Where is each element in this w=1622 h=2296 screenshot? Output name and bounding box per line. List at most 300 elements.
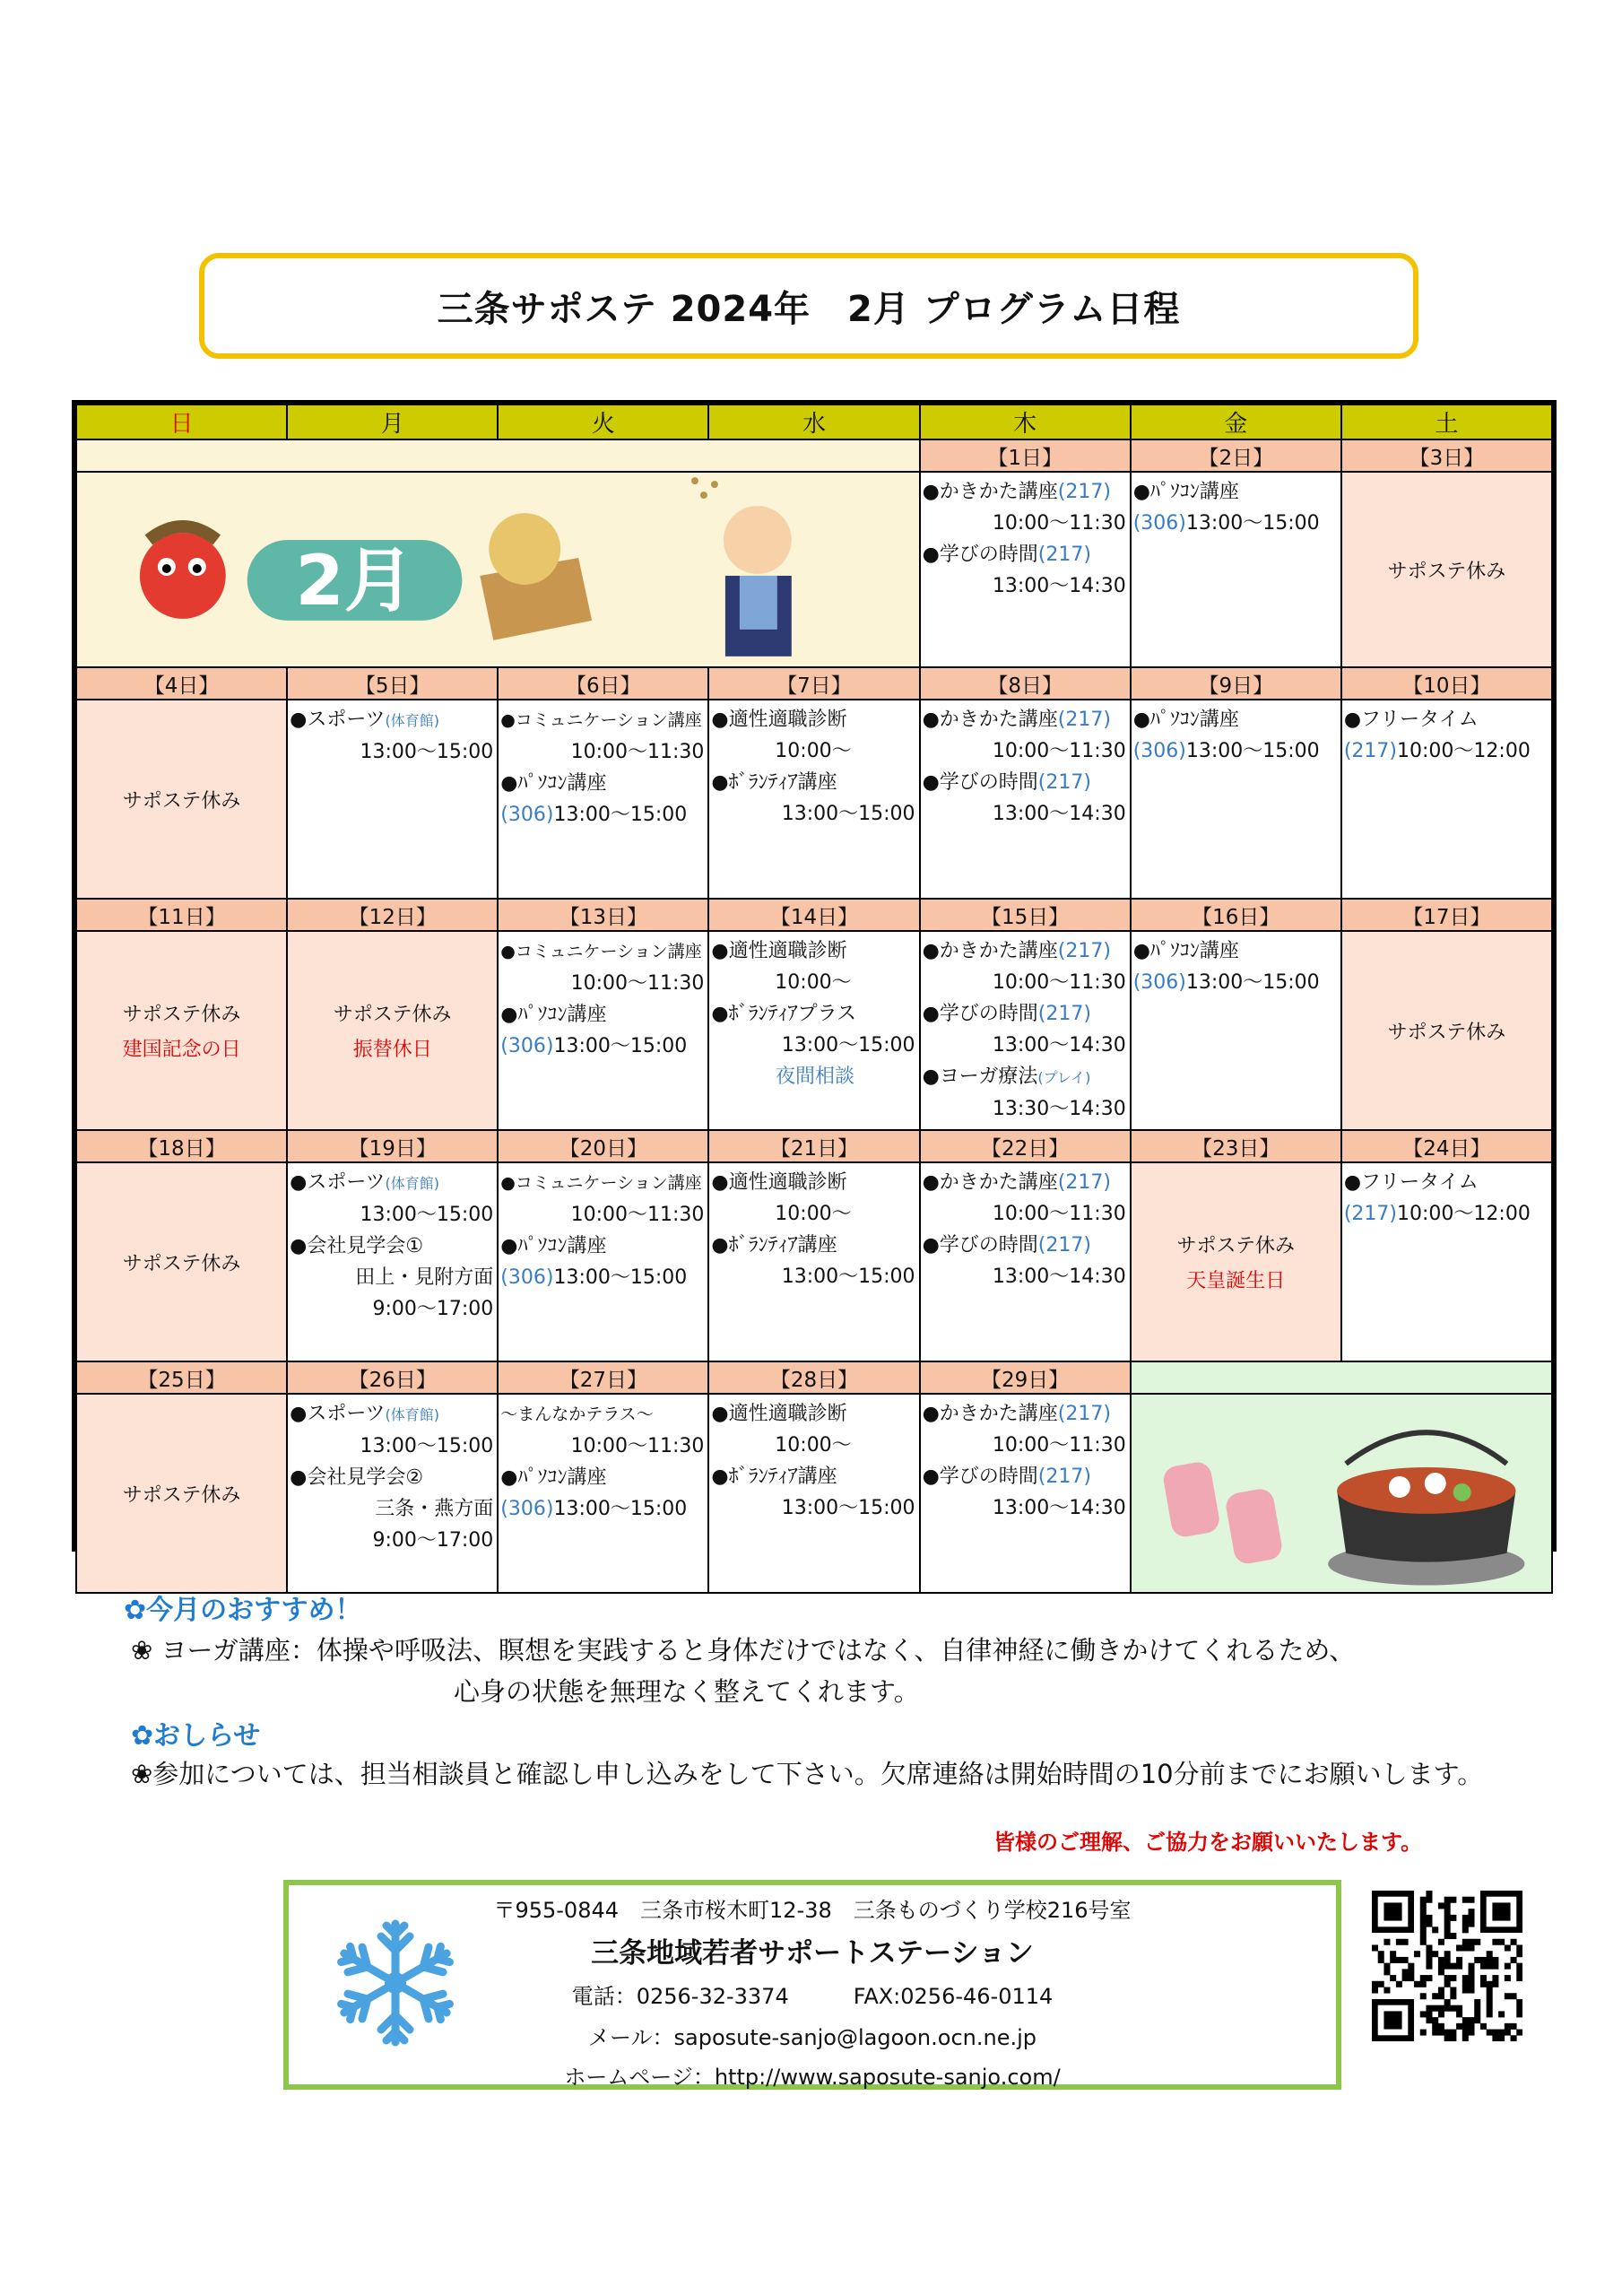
day-cell[interactable] — [920, 1394, 1131, 1593]
event-name: 10:00〜11:30 — [570, 1204, 705, 1226]
event-name: ●コミュニケーション講座 — [500, 942, 702, 961]
event-time — [711, 1198, 918, 1230]
room-number: (306) — [500, 1498, 554, 1520]
event-title — [923, 1398, 1130, 1430]
day-cell[interactable] — [287, 700, 498, 899]
event-name: ●かきかた講座 — [922, 1403, 1058, 1425]
event-name: ●ﾎﾞﾗﾝﾃｨｱ講座 — [711, 1465, 837, 1488]
event-name: 10:00〜11:30 — [992, 1203, 1126, 1225]
closed-day-cell — [76, 1162, 287, 1361]
day-cell[interactable] — [920, 931, 1131, 1130]
setsubun-art — [77, 472, 919, 666]
holiday-name: 建国記念の日 — [122, 1039, 241, 1061]
closed-day-cell — [76, 931, 287, 1130]
event-name: 13:00〜14:30 — [992, 1034, 1126, 1057]
event-time — [711, 1430, 918, 1461]
room-number: (217) — [1037, 1003, 1091, 1025]
event-title — [923, 1061, 1130, 1093]
event-time — [711, 735, 918, 767]
event-time — [923, 1030, 1130, 1061]
event-title — [923, 539, 1130, 570]
event-list — [499, 1163, 707, 1293]
day-cell[interactable] — [498, 1394, 708, 1593]
event-name: 13:00〜15:00 — [360, 741, 494, 763]
event-title — [923, 767, 1130, 798]
venue-tag: (体育館) — [385, 1406, 439, 1423]
event-name: 10:00〜11:30 — [570, 1435, 705, 1457]
event-title — [923, 476, 1130, 508]
date-label: 【2日】 — [1131, 439, 1341, 472]
event-name: 10:00〜 — [775, 740, 852, 762]
event-name: 10:00〜 — [775, 1203, 852, 1225]
event-title — [711, 704, 918, 735]
event-name: ●会社見学会① — [290, 1235, 424, 1257]
day-cell[interactable] — [1131, 472, 1341, 667]
event-title — [1133, 967, 1340, 998]
event-name: 田上・見附方面 — [355, 1266, 494, 1289]
date-label: 【23日】 — [1131, 1130, 1341, 1162]
event-title — [711, 767, 918, 798]
closed-day-cell — [1131, 1162, 1341, 1361]
time-range: 13:00〜15:00 — [1185, 971, 1320, 994]
holiday-name: 天皇誕生日 — [1186, 1270, 1286, 1292]
event-title — [1133, 735, 1340, 767]
month-badge: 2月 — [295, 540, 414, 622]
event-name: 13:00〜15:00 — [781, 1497, 915, 1519]
date-label: 【28日】 — [708, 1361, 919, 1394]
day-cell[interactable] — [920, 700, 1131, 899]
event-name: ●かきかた講座 — [922, 940, 1058, 962]
date-label: 【27日】 — [498, 1361, 708, 1394]
event-time — [923, 1093, 1130, 1125]
event-name: 10:00〜 — [775, 971, 852, 994]
time-range: 13:00〜15:00 — [553, 804, 688, 826]
phone-fax: 電話：0256-32-3374 FAX:0256-46-0114 — [571, 1984, 1054, 2009]
event-title — [290, 1462, 497, 1493]
week-row — [76, 1394, 1552, 1593]
event-title — [923, 1167, 1130, 1198]
closed-label: サポステ休み — [333, 1004, 452, 1026]
event-time — [290, 1199, 497, 1231]
date-label: 【11日】 — [76, 899, 287, 931]
room-number: (306) — [500, 804, 554, 826]
day-cell[interactable] — [708, 931, 919, 1130]
event-time — [500, 968, 707, 999]
weekday-3: 水 — [708, 404, 919, 439]
event-name: ●フリータイム — [1343, 709, 1479, 731]
event-time — [500, 1199, 707, 1231]
event-name: ●かきかた講座 — [922, 709, 1058, 731]
closed-label: サポステ休み — [122, 1483, 241, 1507]
event-title — [711, 1398, 918, 1430]
notice-line: ❀参加については、担当相談員と確認し申し込みをして下さい。欠席連絡は開始時間の10分前までにお願いします。 — [131, 1759, 1484, 1789]
date-label: 【12日】 — [287, 899, 498, 931]
day-cell[interactable] — [920, 1162, 1131, 1361]
closed-label: サポステ休み — [1387, 560, 1506, 583]
time-range: 13:00〜15:00 — [553, 1266, 688, 1289]
event-title — [1133, 508, 1340, 539]
event-name: 13:00〜15:00 — [781, 1265, 915, 1288]
event-name: 13:00〜14:30 — [992, 575, 1126, 597]
event-title — [1133, 704, 1340, 735]
event-name: ●ﾊﾟｿｺﾝ講座 — [1132, 709, 1239, 731]
time-range: 13:00〜15:00 — [553, 1035, 688, 1057]
venue-tag: (体育館) — [385, 1175, 439, 1192]
date-label: 【22日】 — [920, 1130, 1131, 1162]
event-name: 13:00〜14:30 — [992, 803, 1126, 825]
event-time — [923, 735, 1130, 767]
event-time — [290, 736, 497, 768]
event-name: ●学びの時間 — [922, 1465, 1038, 1488]
time-range: 10:00〜12:00 — [1397, 1203, 1531, 1225]
date-label: 【25日】 — [76, 1361, 287, 1394]
time-range: 13:00〜15:00 — [1185, 512, 1320, 535]
hot-pot-art — [1132, 1394, 1551, 1592]
event-name: ●フリータイム — [1343, 1171, 1479, 1194]
address: 〒955-0844 三条市桜木町12-38 三条ものづくり学校216号室 — [493, 1898, 1132, 1923]
event-title — [1133, 476, 1340, 508]
event-name: 〜まんなかテラス〜 — [500, 1405, 654, 1424]
qr-code-icon[interactable] — [1372, 1891, 1522, 2041]
event-list — [1342, 700, 1551, 767]
event-title — [500, 799, 707, 831]
day-cell[interactable] — [498, 700, 708, 899]
recommend-heading: ✿今月のおすすめ！ — [124, 1595, 362, 1626]
event-name: 三条・燕方面 — [375, 1498, 494, 1520]
time-range: 13:00〜15:00 — [553, 1498, 688, 1520]
date-label: 【3日】 — [1341, 439, 1552, 472]
event-name: 13:00〜15:00 — [360, 1204, 494, 1226]
event-time — [711, 1030, 918, 1061]
date-label: 【6日】 — [498, 667, 708, 700]
organization-name: 三条地域若者サポートステーション — [591, 1937, 1034, 1970]
event-title — [500, 1462, 707, 1493]
event-name: 10:00〜11:30 — [992, 1434, 1126, 1457]
date-label: 【29日】 — [920, 1361, 1131, 1394]
event-list — [288, 700, 497, 768]
room-number: (217) — [1343, 1203, 1398, 1225]
night-consult-label: 夜間相談 — [775, 1065, 854, 1088]
event-name: 13:00〜14:30 — [992, 1497, 1126, 1519]
event-time — [711, 967, 918, 998]
event-name: ●ﾊﾟｿｺﾝ講座 — [1132, 481, 1239, 503]
nabe-illustration — [1131, 1394, 1552, 1593]
event-name: ●会社見学会② — [290, 1466, 424, 1489]
calendar-grid — [75, 404, 1553, 1594]
event-time — [711, 1492, 918, 1524]
room-number: (217) — [1057, 940, 1111, 962]
closed-label: サポステ休み — [1176, 1235, 1296, 1257]
room-number: (217) — [1343, 740, 1398, 762]
day-cell[interactable] — [1341, 1162, 1552, 1361]
closed-label: サポステ休み — [1387, 1021, 1506, 1044]
time-range: 13:00〜15:00 — [1185, 740, 1320, 762]
event-name: ●学びの時間 — [922, 771, 1038, 794]
event-title — [711, 998, 918, 1030]
event-list — [921, 1163, 1130, 1292]
date-header-row — [76, 1361, 1552, 1394]
weekday-5: 金 — [1131, 404, 1341, 439]
setsubun-illustration — [76, 472, 920, 667]
day-cell[interactable] — [1131, 931, 1341, 1130]
closed-day-cell — [76, 1394, 287, 1593]
date-label: 【15日】 — [920, 899, 1131, 931]
event-title — [500, 1398, 707, 1431]
event-time — [711, 1261, 918, 1292]
recommend-line-2: 心身の状態を無理なく整えてくれます。 — [454, 1676, 920, 1707]
event-name: ●ﾊﾟｿｺﾝ講座 — [500, 1235, 607, 1257]
event-name: ●かきかた講座 — [922, 481, 1058, 503]
event-time — [290, 1293, 497, 1325]
event-time — [923, 798, 1130, 830]
date-label — [76, 439, 920, 472]
event-list — [1342, 1163, 1551, 1230]
date-label: 【13日】 — [498, 899, 708, 931]
event-name: 10:00〜 — [775, 1434, 852, 1457]
event-time — [290, 1262, 497, 1293]
snowflake-icon — [328, 1916, 463, 2050]
closed-day-cell — [1341, 472, 1552, 667]
weekday-2: 火 — [498, 404, 708, 439]
room-number: (306) — [1132, 512, 1186, 535]
event-title — [1344, 735, 1551, 767]
date-label: 【17日】 — [1341, 899, 1552, 931]
day-cell[interactable] — [498, 931, 708, 1130]
event-title — [1344, 704, 1551, 735]
event-title — [711, 1167, 918, 1198]
date-label: 【10日】 — [1341, 667, 1552, 700]
event-title — [923, 998, 1130, 1030]
room-number: (217) — [1057, 709, 1111, 731]
weekday-4: 木 — [920, 404, 1131, 439]
event-name: ●適性適職診断 — [711, 1403, 847, 1425]
event-name: 13:00〜15:00 — [360, 1435, 494, 1457]
room-number: (306) — [500, 1266, 554, 1289]
room-number: (217) — [1037, 1234, 1091, 1257]
event-time — [923, 508, 1130, 539]
room-number: (217) — [1057, 481, 1111, 503]
event-list — [1132, 932, 1340, 998]
date-label: 【8日】 — [920, 667, 1131, 700]
event-time — [711, 798, 918, 830]
event-list — [921, 1395, 1130, 1524]
email: メール：saposute-sanjo@lagoon.ocn.ne.jp — [587, 2025, 1037, 2050]
closed-day-cell — [76, 700, 287, 899]
room-number: (306) — [1132, 971, 1186, 994]
event-name: 10:00〜11:30 — [992, 740, 1126, 762]
room-number: (306) — [500, 1035, 554, 1057]
event-name: ●ﾎﾞﾗﾝﾃｨｱプラス — [711, 1003, 856, 1025]
date-header-row — [76, 1130, 1552, 1162]
event-list — [709, 1395, 918, 1524]
event-name: ●ﾎﾞﾗﾝﾃｨｱ講座 — [711, 1234, 837, 1257]
event-name: ●かきかた講座 — [922, 1171, 1058, 1194]
closed-label: サポステ休み — [122, 1004, 241, 1026]
date-label: 【19日】 — [287, 1130, 498, 1162]
recommend-line-1: ❀ ヨーガ講座：体操や呼吸法、瞑想を実践すると身体だけではなく、自律神経に働きかけてくれるため、 — [131, 1635, 1356, 1665]
event-time — [500, 736, 707, 768]
day-cell[interactable] — [1131, 700, 1341, 899]
event-name: ●適性適職診断 — [711, 1171, 847, 1194]
event-title — [1344, 1167, 1551, 1198]
week-row — [76, 931, 1552, 1130]
event-title — [500, 999, 707, 1031]
flower-icon: ✿ — [124, 1595, 147, 1626]
event-title — [500, 704, 707, 736]
date-header-row — [76, 667, 1552, 700]
homepage[interactable]: ホームページ：http://www.saposute-sanjo.com/ — [564, 2065, 1061, 2090]
date-label: 【14日】 — [708, 899, 919, 931]
date-label: 【9日】 — [1131, 667, 1341, 700]
room-number: (217) — [1037, 1465, 1091, 1488]
event-list — [1132, 473, 1340, 539]
day-cell[interactable] — [708, 1162, 919, 1361]
weekday-6: 土 — [1341, 404, 1552, 439]
room-number: (217) — [1057, 1171, 1111, 1194]
event-title — [923, 935, 1130, 967]
venue-tag: (プレイ) — [1037, 1069, 1091, 1086]
event-list — [921, 700, 1130, 830]
contact-box — [283, 1880, 1341, 2090]
event-time — [290, 1493, 497, 1525]
date-label — [1131, 1361, 1552, 1394]
date-label: 【16日】 — [1131, 899, 1341, 931]
room-number: (217) — [1037, 544, 1091, 566]
event-name: 10:00〜11:30 — [992, 512, 1126, 535]
weekday-1: 月 — [287, 404, 498, 439]
room-number: (306) — [1132, 740, 1186, 762]
event-list — [499, 932, 707, 1062]
day-cell[interactable] — [708, 700, 919, 899]
day-cell[interactable] — [287, 1162, 498, 1361]
day-cell[interactable] — [287, 1394, 498, 1593]
event-time — [290, 1525, 497, 1556]
date-header-row — [76, 899, 1552, 931]
week-row — [76, 700, 1552, 899]
event-title — [500, 1231, 707, 1262]
event-name: ●ﾊﾟｿｺﾝ講座 — [500, 772, 607, 795]
closed-day-cell — [287, 931, 498, 1130]
event-name: 10:00〜11:30 — [570, 741, 705, 763]
event-name: ●コミュニケーション講座 — [500, 1173, 702, 1193]
page-title: 三条サポステ 2024年 2月 プログラム日程 — [437, 288, 1181, 330]
closing-message: 皆様のご理解、ご協力をお願いいたします。 — [993, 1830, 1423, 1855]
event-list — [288, 1395, 497, 1556]
event-title — [290, 1231, 497, 1262]
event-name: ●適性適職診断 — [711, 709, 847, 731]
event-time — [923, 967, 1130, 998]
event-list — [288, 1163, 497, 1325]
event-name: ●ヨーガ療法 — [922, 1065, 1038, 1088]
event-name: ●コミュニケーション講座 — [500, 710, 702, 730]
event-title — [711, 1461, 918, 1492]
event-title — [923, 704, 1130, 735]
room-number: (217) — [1037, 771, 1091, 794]
venue-tag: (体育館) — [385, 712, 439, 729]
event-time — [290, 1431, 497, 1462]
weekday-0: 日 — [76, 404, 287, 439]
event-name: 13:00〜15:00 — [781, 803, 915, 825]
event-name: ●ﾎﾞﾗﾝﾃｨｱ講座 — [711, 771, 837, 794]
title-box — [199, 253, 1418, 359]
date-header-row — [76, 439, 1552, 472]
event-list — [499, 1395, 707, 1525]
event-list — [709, 1163, 918, 1292]
closed-label: サポステ休み — [122, 1252, 241, 1275]
event-title — [500, 1262, 707, 1293]
closed-label: サポステ休み — [122, 789, 241, 813]
event-title — [290, 1398, 497, 1431]
closed-day-cell — [1341, 931, 1552, 1130]
event-title — [500, 1167, 707, 1199]
week-row — [76, 1162, 1552, 1361]
event-list — [1132, 700, 1340, 767]
event-name: 13:30〜14:30 — [992, 1098, 1126, 1120]
date-label: 【21日】 — [708, 1130, 919, 1162]
date-label: 【1日】 — [920, 439, 1131, 472]
day-cell[interactable] — [920, 472, 1131, 667]
event-title — [711, 935, 918, 967]
event-list — [709, 700, 918, 830]
event-name: 10:00〜11:30 — [992, 971, 1126, 994]
event-title — [1133, 935, 1340, 967]
event-name: ●学びの時間 — [922, 544, 1038, 566]
event-time — [923, 1430, 1130, 1461]
room-number: (217) — [1057, 1403, 1111, 1425]
day-cell[interactable] — [1341, 700, 1552, 899]
event-name: ●ﾊﾟｿｺﾝ講座 — [1132, 940, 1239, 962]
event-time — [923, 1198, 1130, 1230]
event-name: ●スポーツ — [290, 709, 386, 731]
date-label: 【20日】 — [498, 1130, 708, 1162]
event-time — [923, 570, 1130, 602]
notice-heading: ✿おしらせ — [131, 1720, 261, 1752]
event-title — [500, 1493, 707, 1525]
weekday-header-row — [76, 404, 1552, 439]
event-name: 13:00〜15:00 — [781, 1034, 915, 1057]
event-list — [921, 473, 1130, 602]
event-name: ●学びの時間 — [922, 1234, 1038, 1257]
event-title — [500, 1031, 707, 1062]
day-cell[interactable] — [708, 1394, 919, 1593]
event-time — [923, 1261, 1130, 1292]
event-name: ●スポーツ — [290, 1171, 386, 1194]
event-list — [921, 932, 1130, 1125]
time-range: 10:00〜12:00 — [1397, 740, 1531, 762]
event-name: 9:00〜17:00 — [372, 1529, 494, 1552]
event-name: 13:00〜14:30 — [992, 1265, 1126, 1288]
event-name: ●スポーツ — [290, 1403, 386, 1425]
event-title — [711, 1230, 918, 1261]
calendar — [72, 400, 1557, 1552]
event-list — [709, 932, 918, 1092]
flower-icon: ✿ — [131, 1720, 154, 1752]
event-title — [1344, 1198, 1551, 1230]
date-label: 【5日】 — [287, 667, 498, 700]
week-row — [76, 472, 1552, 667]
date-label: 【18日】 — [76, 1130, 287, 1162]
day-cell[interactable] — [498, 1162, 708, 1361]
event-title — [290, 704, 497, 736]
event-name: 10:00〜11:30 — [570, 972, 705, 995]
event-time — [923, 1492, 1130, 1524]
date-label: 【26日】 — [287, 1361, 498, 1394]
event-name: ●適性適職診断 — [711, 940, 847, 962]
date-label: 【4日】 — [76, 667, 287, 700]
event-title — [290, 1167, 497, 1199]
event-list — [499, 700, 707, 831]
date-label: 【7日】 — [708, 667, 919, 700]
